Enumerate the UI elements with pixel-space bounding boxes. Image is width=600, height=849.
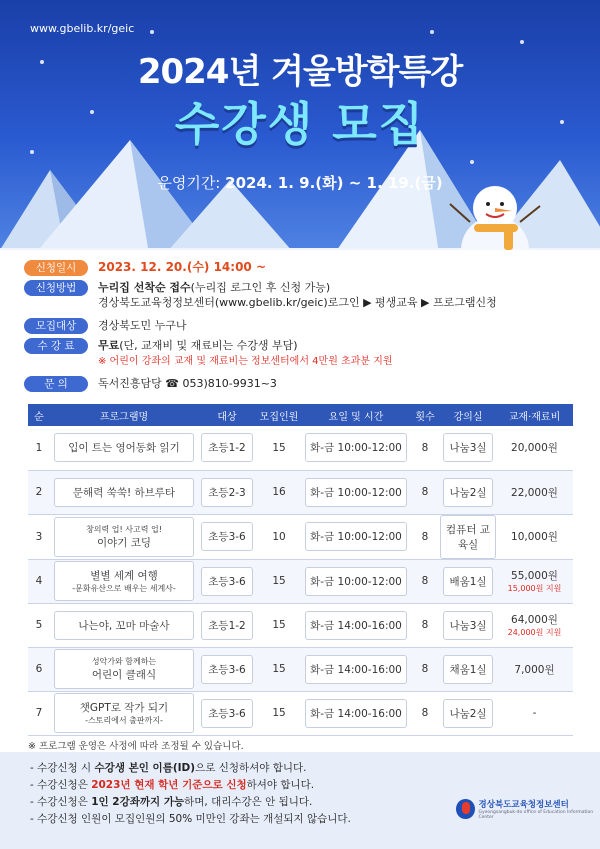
page-subtitle: 수강생 모집 (174, 97, 426, 151)
logo-name: 경상북도교육청정보센터 (478, 800, 569, 810)
program-room: 나눔2실 (443, 699, 493, 728)
program-room: 배움1실 (443, 567, 493, 596)
cell-count (256, 559, 302, 603)
table-row (28, 691, 573, 735)
cell-times (410, 603, 440, 647)
operation-period (0, 172, 600, 193)
col-header-times: 횟수 (410, 404, 440, 426)
cell-fee (496, 647, 573, 691)
cell-target (198, 470, 256, 514)
program-count: 15 (272, 619, 286, 631)
info-row-contact (24, 376, 277, 392)
col-header-no: 순 (28, 404, 50, 426)
program-target: 초등3-6 (201, 522, 253, 551)
program-target: 초등1-2 (201, 611, 253, 640)
logo-text (479, 798, 600, 820)
cell-time (302, 514, 410, 559)
cell-times (410, 514, 440, 559)
program-time: 화-금 14:00-16:00 (305, 699, 407, 728)
program-fee: 10,000원 (511, 531, 558, 543)
row-number: 6 (35, 663, 43, 675)
program-count: 15 (272, 441, 286, 454)
fee-note: ※ 어린이 강좌의 교재 및 재료비는 정보센터에서 4만원 초과분 지원 (98, 356, 393, 367)
program-count: 10 (272, 530, 286, 543)
cell-time (302, 470, 410, 514)
logo-subtitle: Gyeongsangbuk-do office of Education Information Center (478, 810, 594, 820)
program-name-box (54, 433, 195, 462)
cell-fee (496, 426, 573, 470)
cell-room (440, 691, 496, 735)
fee-label: 수 강 료 (24, 338, 88, 354)
cell-time (302, 603, 410, 647)
cell-target (198, 691, 256, 735)
program-room: 나눔2실 (443, 478, 493, 507)
cell-room (440, 647, 496, 691)
cell-fee (496, 514, 573, 559)
target-value: 경상북도민 누구나 (98, 319, 187, 332)
note-text: - 수강신청 시 (30, 762, 95, 774)
row-number: 1 (35, 441, 43, 454)
program-room: 나눔3실 (443, 611, 493, 640)
apply-method-rest: (누리집 로그인 후 신청 가능) (190, 281, 331, 294)
fee-bold: 무료 (98, 339, 120, 352)
program-fee: 55,000원 (511, 570, 558, 582)
website-url: www.gbelib.kr/geic (30, 22, 135, 35)
apply-date-value: 2023. 12. 20.(수) 14:00 ~ (98, 260, 266, 274)
program-fee: 20,000원 (511, 442, 558, 455)
info-row-apply-method (24, 280, 497, 310)
cell-time (302, 559, 410, 603)
apply-method-path[interactable]: 경상북도교육청정보센터(www.gbelib.kr/geic)로그인 ▶ 평생교육 ▶ 프로그램신청 (98, 296, 497, 309)
row-number: 4 (35, 575, 43, 587)
cell-target (198, 603, 256, 647)
program-name-box (54, 611, 195, 640)
note-text: 하셔야 합니다. (246, 779, 315, 791)
program-fee: - (532, 707, 537, 719)
cell-target (198, 559, 256, 603)
cell-fee (496, 470, 573, 514)
table-row (28, 647, 573, 691)
program-target: 초등1-2 (201, 433, 253, 462)
program-fee: 7,000원 (514, 663, 555, 676)
program-fee-note: 15,000원 지원 (507, 584, 562, 593)
program-fee-note: 24,000원 지원 (507, 628, 562, 637)
program-name: 별별 세계 여행 (90, 570, 158, 582)
cell-count (256, 426, 302, 470)
cell-count (256, 470, 302, 514)
cell-program-name (50, 470, 198, 514)
program-name: 어린이 클래식 (91, 669, 157, 681)
info-row-target (24, 318, 187, 334)
col-header-count: 모집인원 (256, 404, 302, 426)
cell-times (410, 691, 440, 735)
note-emphasis: 수강생 본인 이름(ID) (94, 762, 196, 774)
cell-count (256, 647, 302, 691)
cell-program-name (50, 426, 198, 470)
program-time: 화-금 10:00-12:00 (305, 478, 407, 507)
contact-label: 문 의 (24, 376, 88, 392)
table-row (28, 470, 573, 514)
program-fee: 22,000원 (511, 486, 558, 499)
cell-fee (496, 603, 573, 647)
cell-count (256, 691, 302, 735)
fee-rest: (단, 교재비 및 재료비는 수강생 부담) (119, 339, 298, 352)
cell-program-name (50, 691, 198, 735)
apply-method-value (98, 280, 497, 310)
program-name-prefix: 창의력 업! 사고력 업! (86, 524, 162, 534)
program-table (28, 404, 573, 736)
col-header-name: 프로그램명 (50, 404, 198, 426)
program-name-box (54, 561, 195, 601)
row-number: 7 (35, 707, 43, 719)
target-label: 모집대상 (24, 318, 88, 334)
row-number: 5 (35, 619, 43, 631)
cell-times (410, 559, 440, 603)
cell-time (302, 691, 410, 735)
note-emphasis: 1인 2강좌까지 가능 (91, 796, 185, 808)
cell-row-number (28, 603, 50, 647)
organization-logo (456, 798, 600, 820)
note-text: - 수강신청은 (30, 779, 92, 791)
cell-row-number (28, 426, 50, 470)
program-name: 입이 트는 영어동화 읽기 (68, 442, 180, 455)
program-target: 초등3-6 (201, 699, 253, 728)
program-room: 컴퓨터 교육실 (440, 515, 496, 559)
cell-program-name (50, 603, 198, 647)
program-times: 8 (421, 441, 429, 454)
cell-program-name (50, 514, 198, 559)
note-emphasis: 2023년 현재 학년 기준으로 신청 (91, 779, 247, 791)
program-name-box (54, 649, 195, 689)
program-times: 8 (421, 530, 429, 543)
program-time: 화-금 14:00-16:00 (305, 655, 407, 684)
program-times: 8 (421, 663, 429, 675)
note-text: - 수강신청은 (30, 796, 92, 808)
cell-row-number (28, 514, 50, 559)
program-name-prefix: 성악가와 함께하는 (91, 657, 157, 666)
program-time: 화-금 10:00-12:00 (305, 433, 407, 462)
table-row (28, 559, 573, 603)
program-target: 초등3-6 (201, 567, 253, 596)
apply-method-bold: 누리집 선착순 접수 (98, 281, 191, 294)
program-count: 15 (272, 575, 286, 587)
fee-value (98, 338, 393, 369)
program-name: 문해력 쑥쑥! 하브루타 (72, 486, 176, 499)
cell-fee (496, 559, 573, 603)
cell-target (198, 514, 256, 559)
program-count: 15 (272, 663, 286, 675)
apply-method-label: 신청방법 (24, 280, 88, 296)
logo-icon (456, 799, 475, 819)
row-number: 3 (35, 530, 43, 543)
table-row (28, 603, 573, 647)
program-name-box (54, 693, 195, 733)
cell-room (440, 514, 496, 559)
cell-row-number (28, 691, 50, 735)
cell-times (410, 647, 440, 691)
program-count: 15 (272, 707, 286, 719)
cell-room (440, 559, 496, 603)
program-time: 화-금 10:00-12:00 (305, 567, 407, 596)
program-times: 8 (421, 575, 429, 587)
program-times: 8 (421, 707, 429, 719)
info-row-fee (24, 338, 393, 369)
cell-times (410, 426, 440, 470)
header-banner (0, 0, 600, 250)
cell-count (256, 514, 302, 559)
program-name: 챗GPT로 작가 되기 (79, 702, 169, 714)
period-value: 2024. 1. 9.(화) ~ 1. 19.(금) (225, 174, 443, 192)
col-header-fee: 교재·재료비 (496, 404, 573, 426)
cell-program-name (50, 647, 198, 691)
col-header-target: 대상 (198, 404, 256, 426)
col-header-room: 강의실 (440, 404, 496, 426)
cell-fee (496, 691, 573, 735)
program-time: 화-금 14:00-16:00 (305, 611, 407, 640)
program-name-box (54, 478, 195, 507)
note-text: 으로 신청하셔야 합니다. (195, 762, 307, 774)
info-row-apply-date (24, 260, 266, 276)
cell-row-number (28, 470, 50, 514)
program-room: 채움1실 (443, 655, 493, 684)
program-times: 8 (421, 619, 429, 631)
cell-room (440, 603, 496, 647)
program-target: 초등3-6 (201, 655, 253, 684)
cell-times (410, 470, 440, 514)
note-item (30, 777, 351, 794)
cell-room (440, 426, 496, 470)
table-header-row (28, 404, 573, 426)
period-label: 운영기간: (157, 174, 226, 192)
contact-value: 독서진흥담당 ☎ 053)810-9931~3 (98, 377, 277, 390)
program-name: 이야기 코딩 (96, 536, 152, 549)
table-note: ※ 프로그램 운영은 사정에 따라 조정될 수 있습니다. (28, 741, 244, 752)
program-name-sub: -스토리에서 출판까지- (85, 716, 163, 725)
table-row (28, 514, 573, 559)
program-times: 8 (421, 486, 429, 498)
cell-count (256, 603, 302, 647)
cell-program-name (50, 559, 198, 603)
note-item: - 수강신청 인원이 모집인원의 50% 미만인 강좌는 개설되지 않습니다. (30, 813, 351, 825)
cell-time (302, 647, 410, 691)
table-row (28, 426, 573, 470)
note-text: 하며, 대리수강은 안 됩니다. (184, 796, 313, 808)
cell-target (198, 426, 256, 470)
cell-room (440, 470, 496, 514)
program-time: 화-금 10:00-12:00 (305, 522, 407, 551)
program-target: 초등2-3 (201, 478, 253, 507)
note-item (30, 760, 351, 777)
program-count: 16 (272, 486, 286, 498)
notes-list (30, 760, 351, 828)
program-name: 나는야, 꼬마 마술사 (78, 619, 170, 632)
program-name-sub: -문화유산으로 배우는 세계사- (72, 584, 176, 593)
cell-row-number (28, 647, 50, 691)
col-header-time: 요일 및 시간 (302, 404, 410, 426)
cell-row-number (28, 559, 50, 603)
note-item (30, 794, 351, 811)
cell-time (302, 426, 410, 470)
program-room: 나눔3실 (443, 433, 493, 462)
program-fee: 64,000원 (511, 614, 558, 626)
page-title: 2024년 겨울방학특강 (137, 52, 463, 92)
program-name-box (54, 517, 195, 557)
apply-date-label: 신청일시 (24, 260, 88, 276)
cell-target (198, 647, 256, 691)
row-number: 2 (35, 486, 43, 498)
